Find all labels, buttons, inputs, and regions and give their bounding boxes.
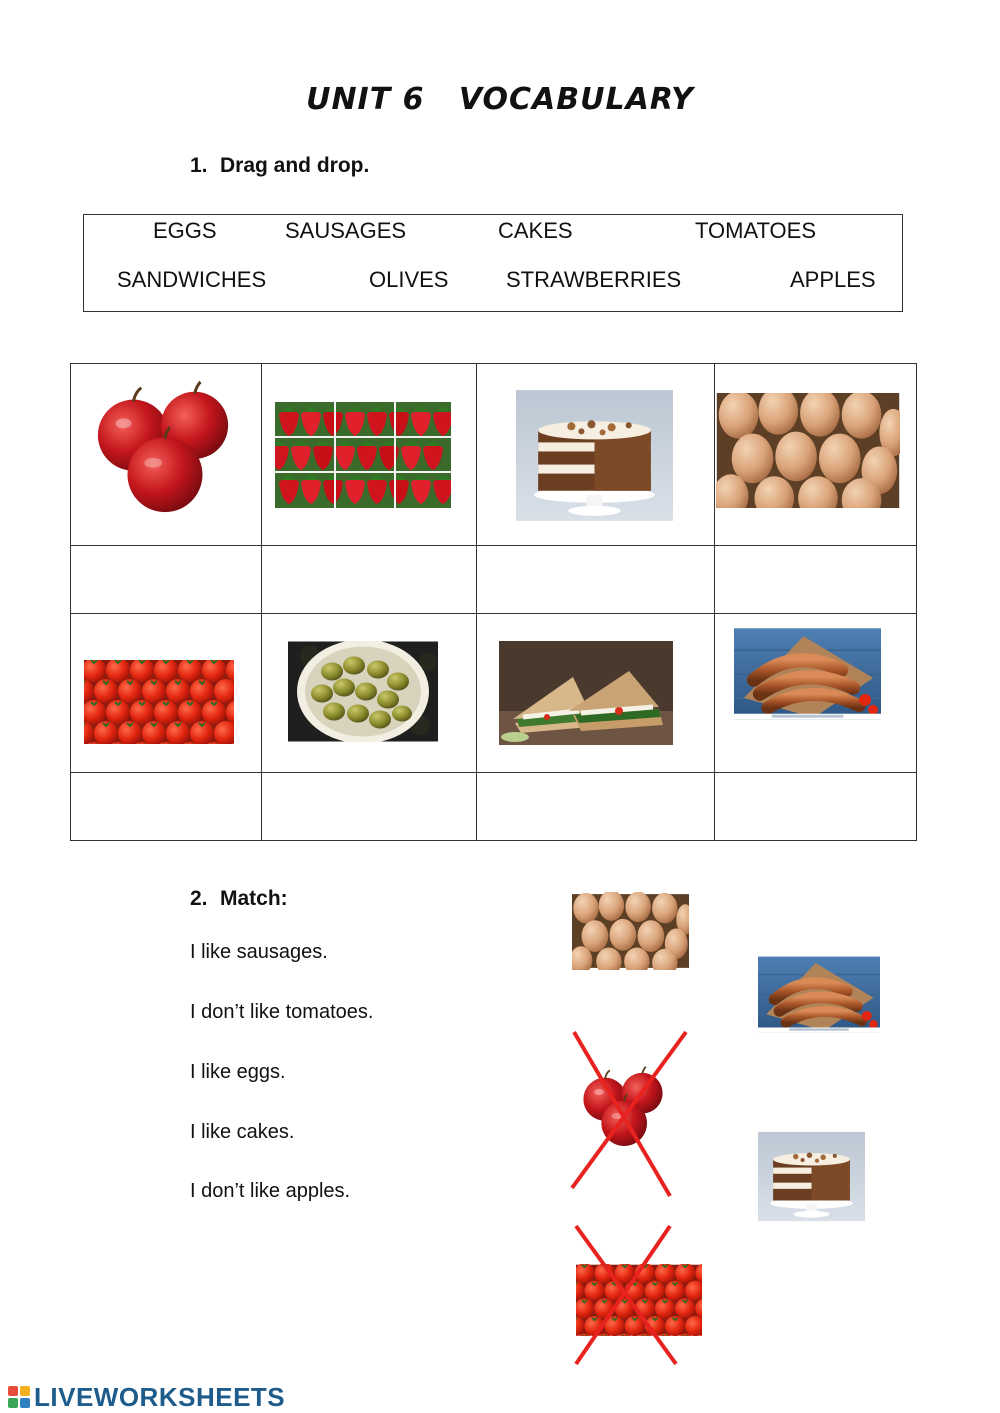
sentence-3[interactable]: I like eggs. xyxy=(190,1061,286,1083)
word-apples[interactable]: APPLES xyxy=(790,267,876,292)
match-tomatoes-image[interactable] xyxy=(576,1264,702,1336)
drop-zone-sausages[interactable] xyxy=(719,777,912,836)
olives-image xyxy=(288,641,438,742)
sentence-2[interactable]: I don’t like tomatoes. xyxy=(190,1001,374,1023)
match-sausages-image[interactable] xyxy=(758,953,880,1036)
sandwich-image xyxy=(499,641,673,745)
page-title: UNIT 6 VOCABULARY xyxy=(306,82,694,117)
eggs-image xyxy=(716,393,900,508)
drop-zone-cake[interactable] xyxy=(481,550,710,609)
brand-name: LIVEWORKSHEETS xyxy=(34,1381,286,1412)
match-apples-image[interactable] xyxy=(572,1062,674,1152)
sausages-image xyxy=(734,628,881,720)
drop-zone-eggs[interactable] xyxy=(719,550,912,609)
sentence-5[interactable]: I don’t like apples. xyxy=(190,1180,351,1202)
word-eggs[interactable]: EGGS xyxy=(153,218,217,243)
liveworksheets-logo xyxy=(8,1382,285,1412)
apples-image xyxy=(84,374,242,522)
drop-zone-tomatoes[interactable] xyxy=(75,777,257,836)
word-bank xyxy=(83,214,903,312)
tomatoes-image xyxy=(84,660,234,744)
word-olives[interactable]: OLIVES xyxy=(369,267,449,292)
word-sandwiches[interactable]: SANDWICHES xyxy=(117,267,267,292)
sentence-4[interactable]: I like cakes. xyxy=(190,1121,295,1143)
section-2-number: 2. xyxy=(190,887,208,910)
match-cake-image[interactable] xyxy=(758,1128,865,1225)
section-2-heading xyxy=(190,887,288,911)
drop-zone-apples[interactable] xyxy=(75,550,257,609)
section-1-number: 1. xyxy=(190,154,208,177)
word-tomatoes[interactable]: TOMATOES xyxy=(695,218,817,243)
section-1-text: Drag and drop. xyxy=(220,154,370,177)
word-strawberries[interactable]: STRAWBERRIES xyxy=(506,267,682,292)
sentence-1[interactable]: I like sausages. xyxy=(190,941,328,963)
section-1-heading xyxy=(190,154,369,178)
word-sausages[interactable]: SAUSAGES xyxy=(285,218,407,243)
cake-image xyxy=(516,390,673,521)
match-eggs-image[interactable] xyxy=(572,892,689,970)
drop-zone-olives[interactable] xyxy=(266,777,472,836)
strawberries-image xyxy=(275,402,451,508)
drop-zone-sandwich[interactable] xyxy=(481,777,710,836)
drop-zone-strawberries[interactable] xyxy=(266,550,472,609)
liveworksheets-logo-icon xyxy=(8,1386,30,1408)
section-2-text: Match: xyxy=(220,887,288,910)
word-cakes[interactable]: CAKES xyxy=(498,218,573,243)
